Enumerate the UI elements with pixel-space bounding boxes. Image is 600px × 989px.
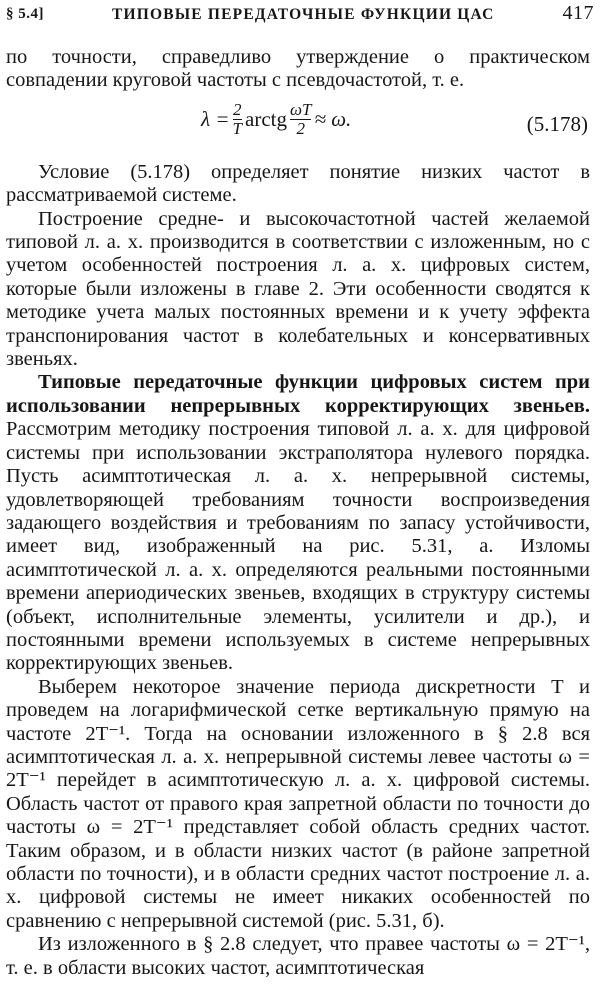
paragraph-heading: Типовые передаточные функции цифровых систем при использовании непрерывных корректирующих звеньев. bbox=[6, 371, 590, 417]
paragraph-condition: Условие (5.178) определяет понятие низких частот в рассматриваемой системе. bbox=[6, 160, 590, 207]
fraction-numerator: ωT bbox=[289, 99, 312, 119]
paragraph-text: Рассмотрим методику построения типовой л. а. х. для цифровой системы при использовании экстраполятора нулевого порядка. Пусть асимптотическая л. а. х. непрерывной системы, удовлетворяющей требованиям точности воспроизведения задающего воздействия и требованиям по запасу устойчивости, имеет вид, изображенный на рис. 5.31, а. Изломы асимптотической л. а. х. определяются реальными постоянными времени апериодических звеньев, входящих в структуру системы (объект, исполнительные элементы, усилители и др.), и постоянными времени используемых в системе непрерывных корректирующих звеньев. bbox=[6, 418, 590, 675]
section-reference: § 5.4] bbox=[6, 6, 44, 22]
equation-5-178 bbox=[6, 95, 590, 157]
page-number: 417 bbox=[562, 2, 594, 24]
fraction-omega-t-over-2 bbox=[290, 101, 311, 138]
fraction-denominator: T bbox=[232, 118, 242, 138]
running-title: ТИПОВЫЕ ПЕРЕДАТОЧНЫЕ ФУНКЦИИ ЦАС bbox=[112, 6, 495, 23]
page-body bbox=[6, 46, 590, 980]
fraction-denominator: 2 bbox=[296, 118, 305, 138]
paragraph-sampling-period: Выберем некоторое значение периода дискретности T и проведем на логарифмической сетке вертикальную прямую на частоте 2T⁻¹. Тогда на основании изложенного в § 2.8 вся асимптотическая л. а. х. непрерывной системы левее частоты ω = 2T⁻¹ перейдет в асимптотическую л. а. х. цифровой системы. Область частот от правого края запретной области по точности до частоты ω = 2T⁻¹ представляет собой область средних частот. Таким образом, и в области низких частот (в районе запретной области по точности), и в области средних частот построение л. а. х. цифровой системы не имеет никаких особенностей по сравнению с непрерывной системой (рис. 5.31, б). bbox=[6, 675, 590, 932]
equation-lhs: λ = bbox=[201, 106, 230, 131]
equation-rhs: ≈ ω. bbox=[314, 106, 352, 131]
fraction-2-over-t bbox=[233, 101, 242, 138]
paragraph-high-frequency: Из изложенного в § 2.8 следует, что правее частоты ω = 2T⁻¹, т. е. в области высоких частот, асимптотическая bbox=[6, 933, 590, 979]
paragraph-intro: по точности, справедливо утверждение о практическом совпадении круговой частоты с псевдочастотой, т. е. bbox=[6, 46, 590, 92]
paragraph-construction: Построение средне- и высокочастотной частей желаемой типовой л. а. х. производится в соответствии с изложенным, но с учетом особенностей построения л. а. х. цифровых систем, которые были изложены в главе 2. Эти особенности сводятся к методике учета малых постоянных времени и к учету эффекта транспонирования частот в колебательных и консервативных звеньях. bbox=[6, 207, 590, 371]
equation-expression bbox=[201, 101, 351, 138]
running-header bbox=[6, 2, 594, 28]
equation-number: (5.178) bbox=[526, 111, 588, 136]
fraction-numerator: 2 bbox=[233, 99, 242, 119]
paragraph-typical-functions bbox=[6, 371, 590, 675]
equation-function: arctg bbox=[245, 106, 287, 131]
